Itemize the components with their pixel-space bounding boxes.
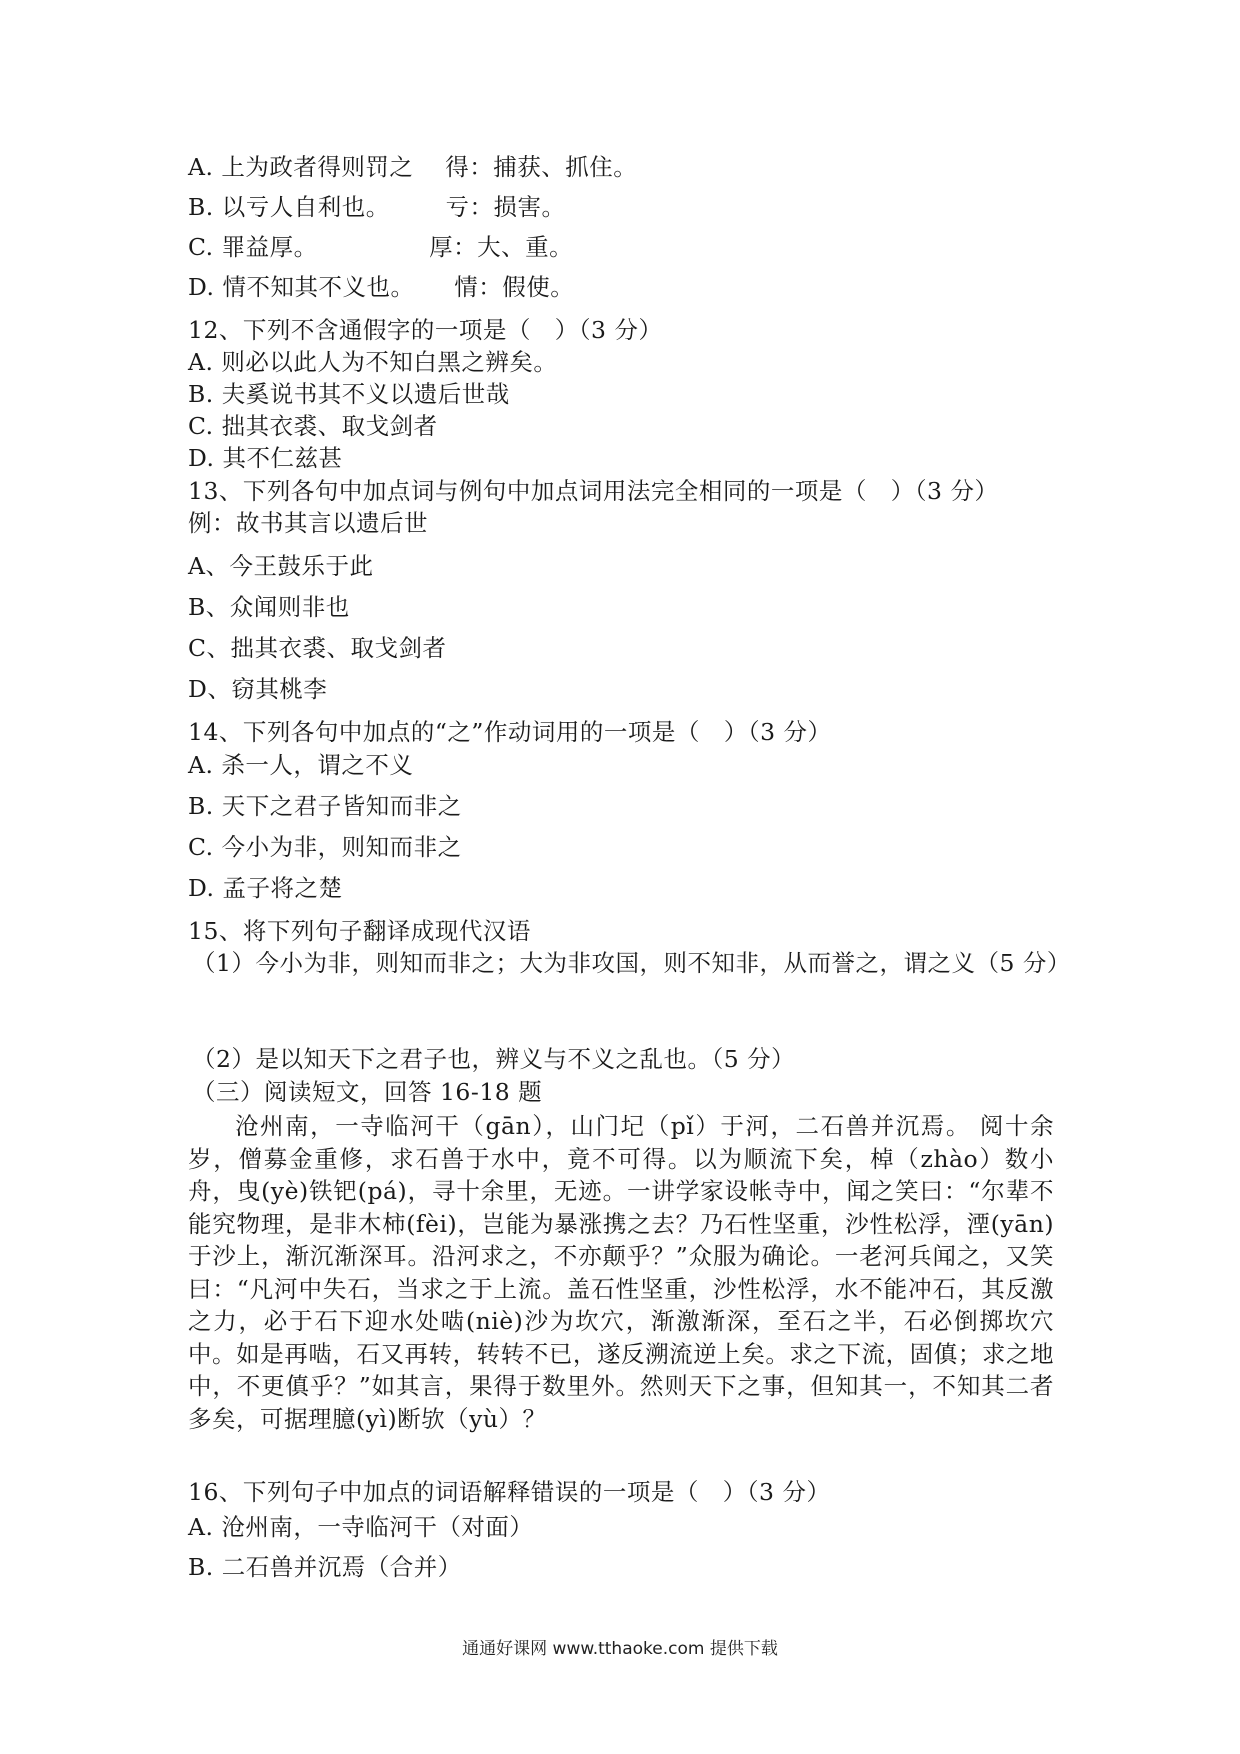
q11-option-d: D. 情不知其不义也。 情：假使。 — [188, 273, 575, 301]
q12-option-b: B. 夫奚说书其不义以遗后世哉 — [188, 380, 510, 408]
reading-passage: 沧州南，一寺临河干（gān），山门圮（pǐ）于河，二石兽并沉焉。 阅十余岁，僧募金重修，求石兽于水中，竟不可得。以为顺流下矣，棹（zhào）数小舟，曳(yè)铁钯(pá)，寻十余里，无迹。一讲学家设帐寺中，闻之笑曰：“尔辈不能究物理，是非木柿(fèi)，岂能为暴涨携之去？乃石性坚重，沙性松浮，湮(yān)于沙上，渐沉渐深耳。沿河求之，不亦颠乎？”众服为确论。一老河兵闻之，又笑曰：“凡河中失石，当求之于上流。盖石性坚重，沙性松浮，水不能冲石，其反激之力，必于石下迎水处啮(niè)沙为坎穴，渐激渐深，至石之半，石必倒掷坎穴中。如是再啮，石又再转，转转不已，遂反溯流逆上矣。求之下流，固傎；求之地中，不更傎乎？”如其言，果得于数里外。然则天下之事，但知其一，不知其二者多矣，可据理臆(yì)断欤（yù）？ — [188, 1112, 1054, 1433]
q13-option-a: A、今王鼓乐于此 — [188, 552, 374, 580]
section-heading: （三）阅读短文，回答 16-18 题 — [192, 1078, 543, 1106]
q11-option-c: C. 罪益厚。 厚：大、重。 — [188, 233, 574, 261]
q16-stem: 16、下列句子中加点的词语解释错误的一项是（ ）（3 分） — [188, 1478, 831, 1506]
q14-option-a: A. 杀一人，谓之不义 — [188, 751, 414, 779]
q12-option-a: A. 则必以此人为不知白黑之辨矣。 — [188, 348, 558, 376]
q13-option-d: D、窃其桃李 — [188, 675, 328, 703]
q15-stem: 15、将下列句子翻译成现代汉语 — [188, 917, 531, 945]
q14-option-d: D. 孟子将之楚 — [188, 874, 343, 902]
q13-stem: 13、下列各句中加点词与例句中加点词用法完全相同的一项是（ ）（3 分） — [188, 477, 999, 505]
q15-item-1: （1）今小为非，则知而非之；大为非攻国，则不知非，从而誉之，谓之义（5 分） — [192, 949, 1071, 977]
q16-option-b: B. 二石兽并沉焉（合并） — [188, 1553, 462, 1581]
q13-option-b: B、众闻则非也 — [188, 593, 350, 621]
q16-option-a: A. 沧州南，一寺临河干（对面） — [188, 1513, 534, 1541]
q15-item-2: （2）是以知天下之君子也，辨义与不义之乱也。（5 分） — [192, 1045, 796, 1073]
q11-option-a: A. 上为政者得则罚之 得：捕获、抓住。 — [188, 153, 638, 181]
q12-option-c: C. 拙其衣裘、取戈剑者 — [188, 412, 438, 440]
q12-option-d: D. 其不仁兹甚 — [188, 444, 343, 472]
page-footer: 通通好课网 www.tthaoke.com 提供下载 — [462, 1639, 778, 1659]
q11-option-b: B. 以亏人自利也。 亏：损害。 — [188, 193, 566, 221]
q14-option-b: B. 天下之君子皆知而非之 — [188, 792, 462, 820]
q14-option-c: C. 今小为非，则知而非之 — [188, 833, 462, 861]
q14-stem: 14、下列各句中加点的“之”作动词用的一项是（ ）（3 分） — [188, 718, 832, 746]
q12-stem: 12、下列不含通假字的一项是（ ）（3 分） — [188, 316, 663, 344]
q13-example: 例：故书其言以遗后世 — [188, 509, 428, 537]
q13-option-c: C、拙其衣裘、取戈剑者 — [188, 634, 447, 662]
